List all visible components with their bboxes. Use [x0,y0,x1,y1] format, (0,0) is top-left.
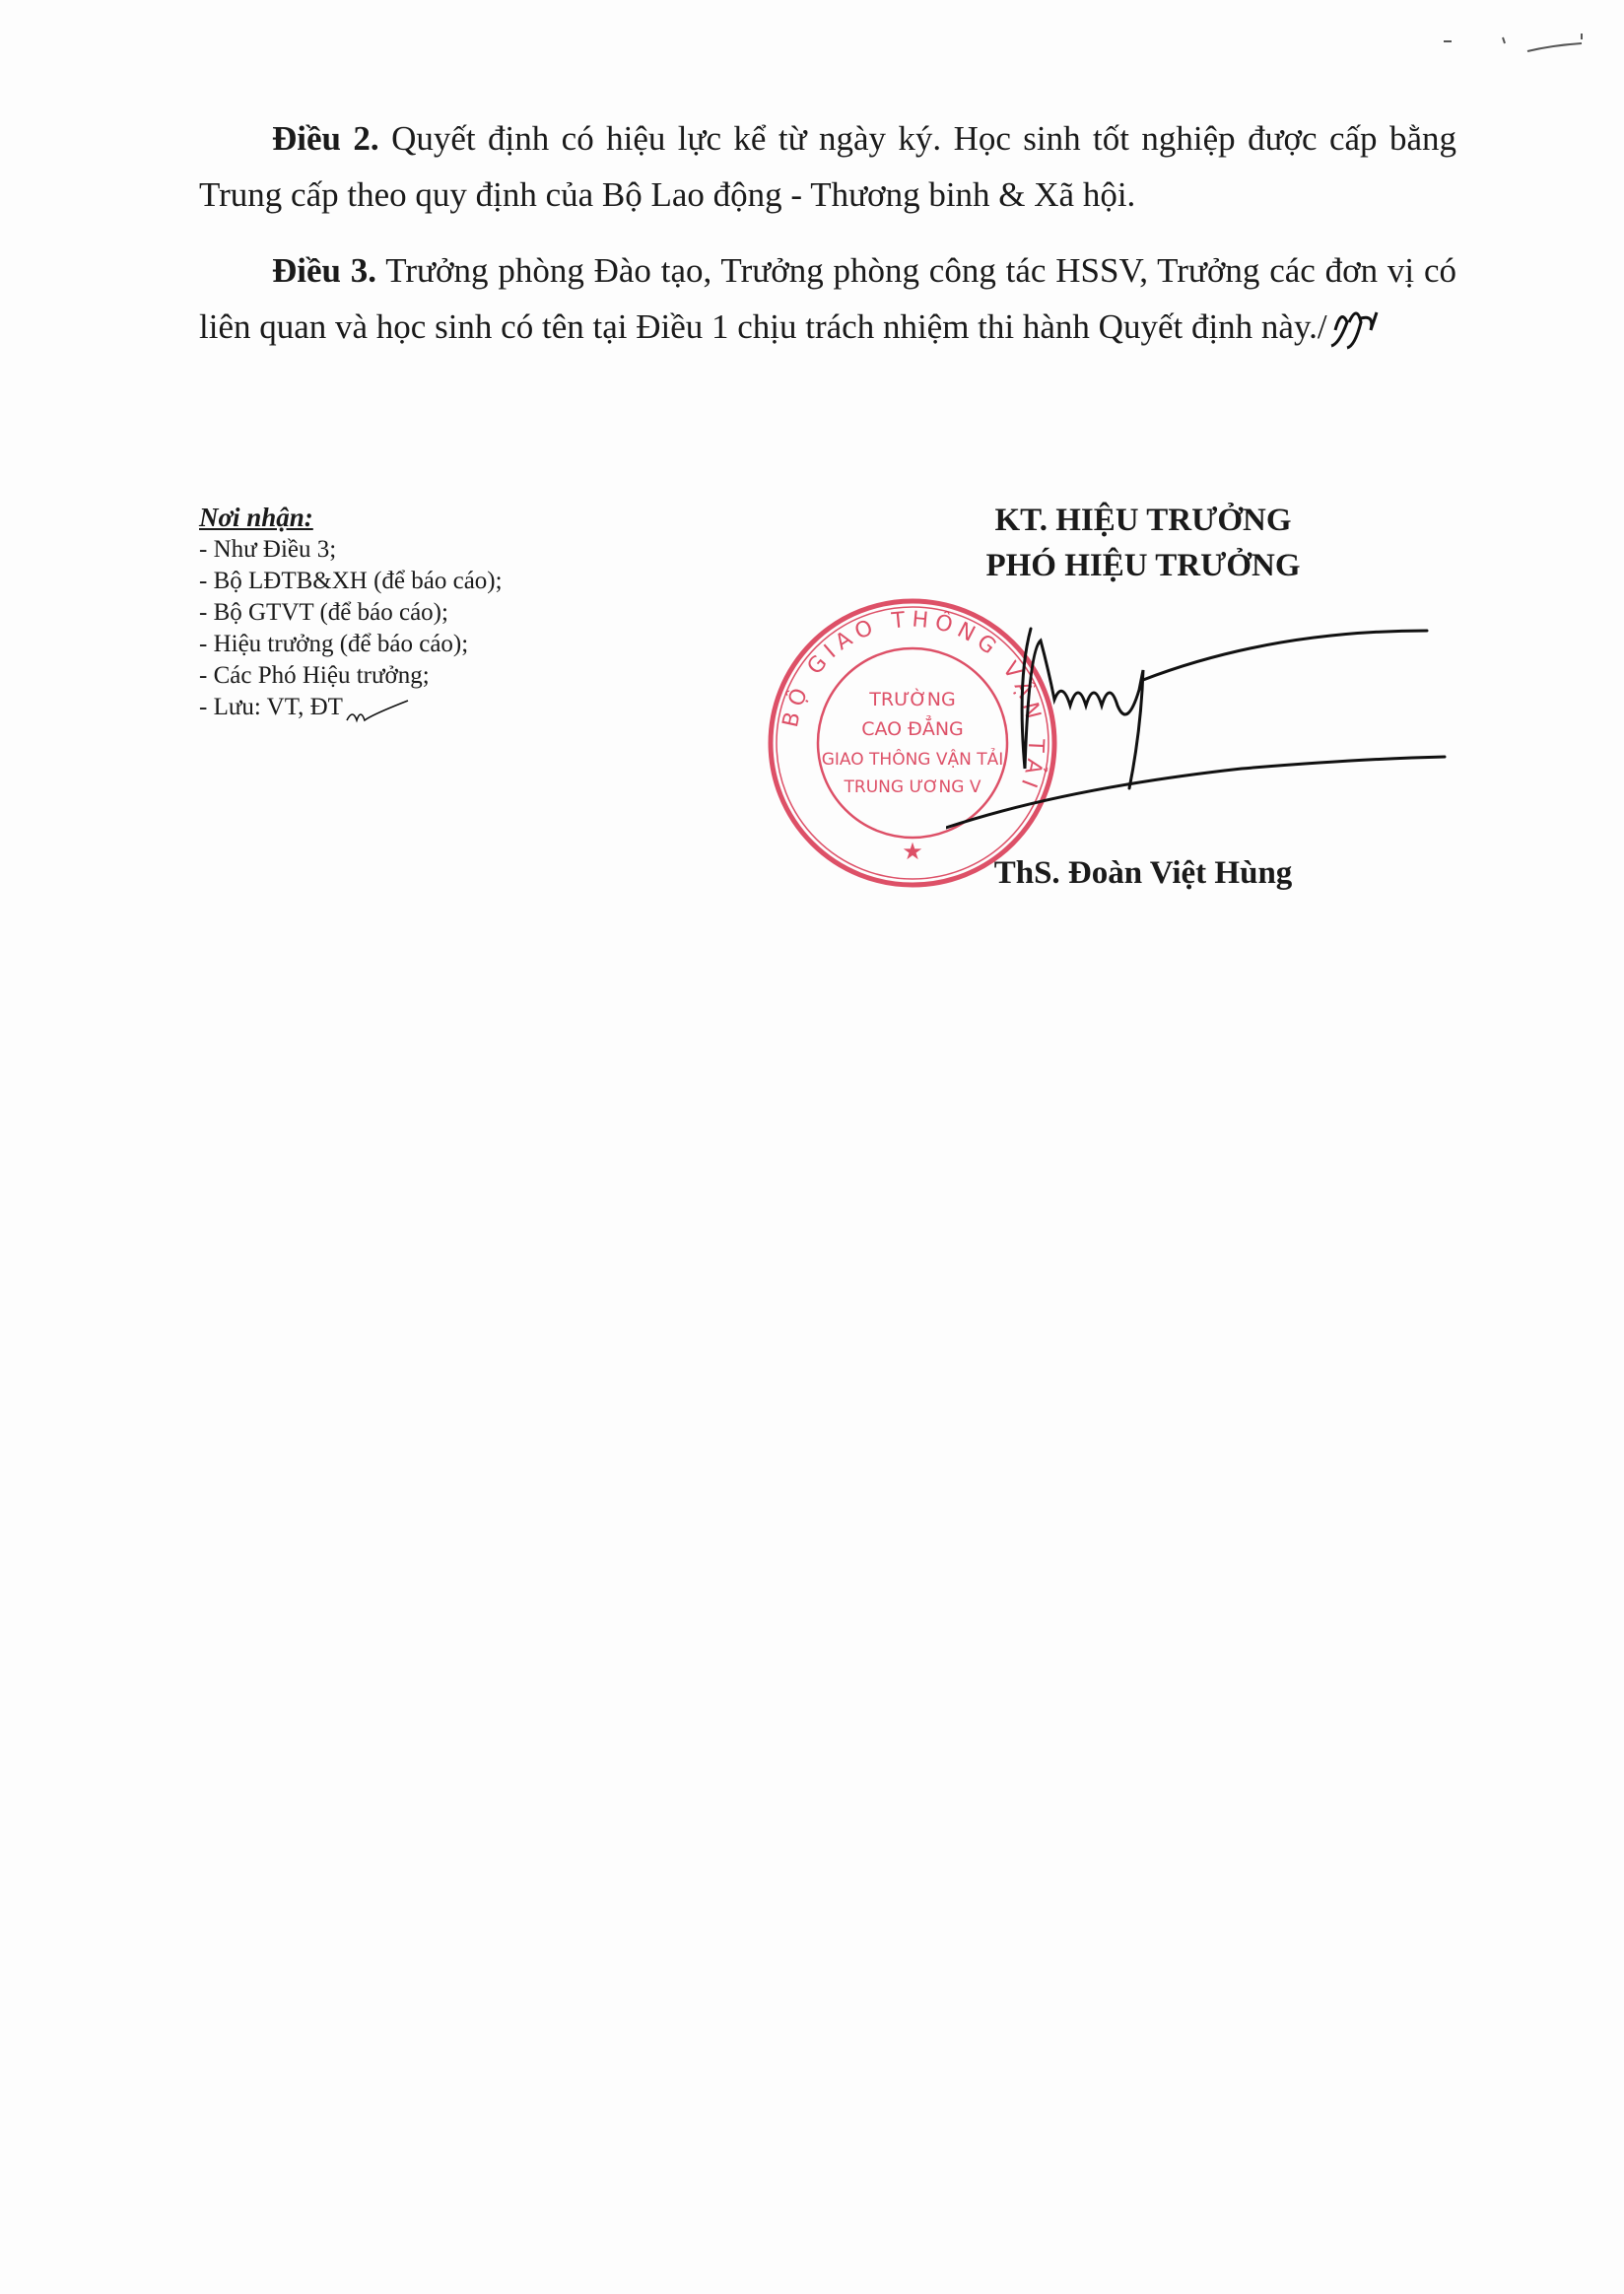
article-3-label: Điều 3. [272,251,377,290]
recipient-item: - Bộ GTVT (để báo cáo); [199,599,448,626]
recipients-list [199,534,503,728]
signer-name: ThS. Đoàn Việt Hùng [993,855,1293,891]
signature-title-line1: KT. HIỆU TRƯỞNG [994,503,1292,538]
article-2 [199,110,1456,223]
recipient-item [199,692,503,728]
recipient-item: - Hiệu trưởng (để báo cáo); [199,631,469,657]
initial-mark [343,699,412,728]
svg-text:GIAO THÔNG VẬN TẢI: GIAO THÔNG VẬN TẢI [821,750,1004,770]
handwritten-signature [946,611,1458,847]
initial-mark [1327,301,1387,350]
svg-text:TRUNG ƯƠNG V: TRUNG ƯƠNG V [844,777,981,797]
recipient-item: - Bộ LĐTB&XH (để báo cáo); [199,568,503,594]
svg-text:CAO ĐẲNG: CAO ĐẲNG [861,718,964,740]
article-3 [199,242,1456,355]
article-2-label: Điều 2. [272,119,379,158]
recipient-item: - Như Điều 3; [199,536,337,563]
signature-title-line2: PHÓ HIỆU TRƯỞNG [985,548,1301,583]
signature-title-block [887,498,1399,588]
article-3-text: Trưởng phòng Đào tạo, Trưởng phòng công tác HSSV, Trưởng các đơn vị có liên quan và học sinh có tên tại Điều 1 chịu trách nhiệm thi hành Quyết định này./ [199,251,1456,346]
svg-text:★: ★ [902,838,923,865]
recipients-block [199,501,503,728]
scan-artifact-mark [1434,24,1601,63]
recipients-title: Nơi nhận: [199,503,313,532]
recipient-item: - Các Phó Hiệu trưởng; [199,662,430,689]
recipient-item-text: - Lưu: VT, ĐT [199,694,343,720]
svg-text:TRƯỜNG: TRƯỜNG [869,689,956,710]
article-2-text: Quyết định có hiệu lực kể từ ngày ký. Học sinh tốt nghiệp được cấp bằng Trung cấp theo quy định của Bộ Lao động - Thương binh & Xã hội. [199,119,1457,214]
svg-text:BỘ GIAO THÔNG VẬN TẢI: BỘ GIAO THÔNG VẬN TẢI [778,607,1049,797]
